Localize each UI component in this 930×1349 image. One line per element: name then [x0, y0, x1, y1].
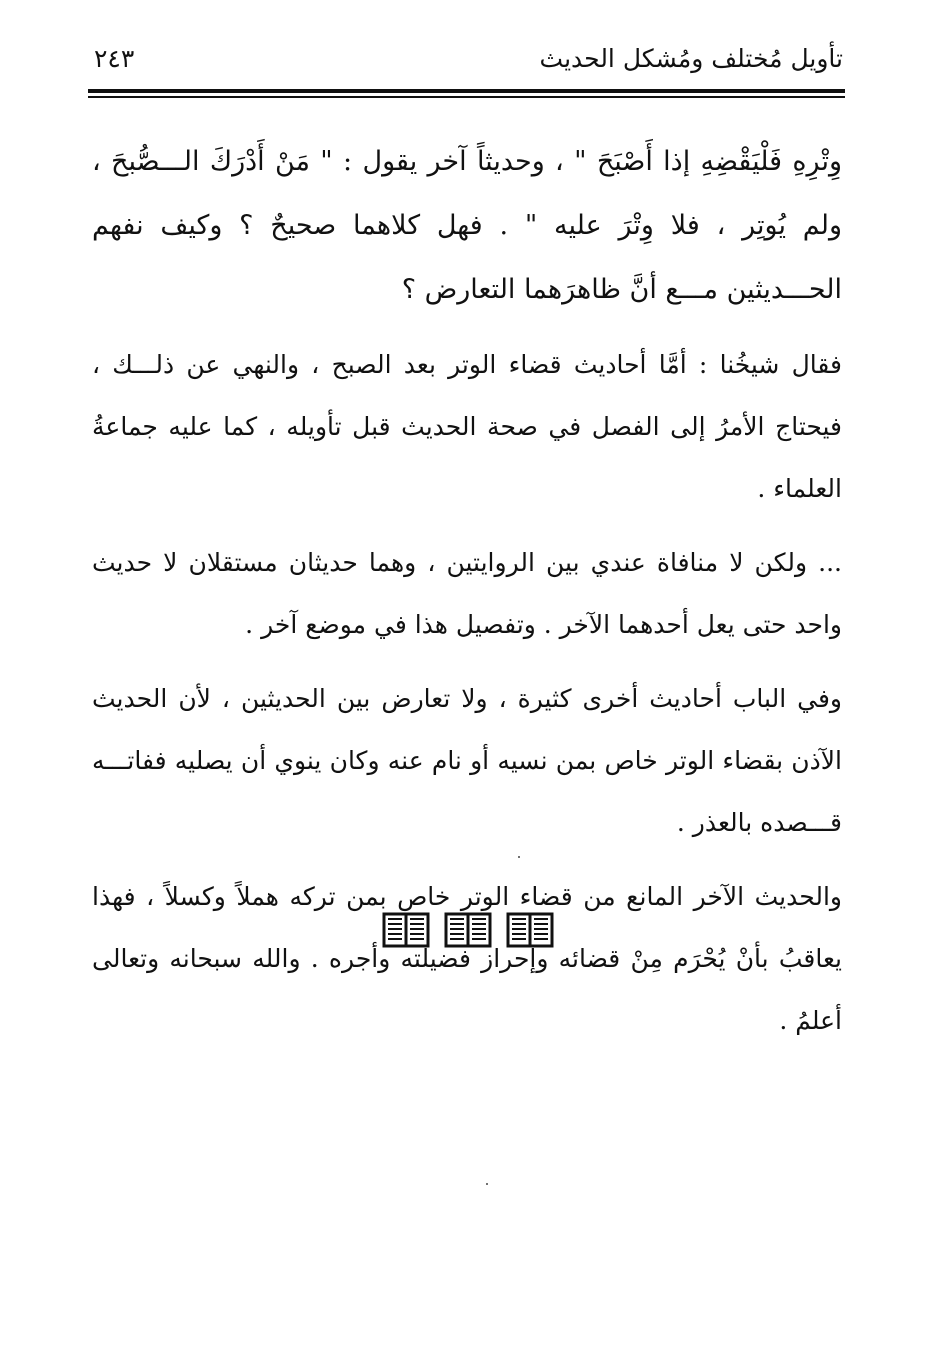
running-title: تأويل مُختلف ومُشكل الحديث: [539, 44, 843, 73]
open-book-icon: [444, 912, 492, 948]
header-rule-thin: [88, 96, 845, 98]
scan-speck: [486, 1183, 488, 1185]
running-header: [88, 40, 843, 84]
open-book-icon: [506, 912, 554, 948]
scan-speck: [518, 856, 520, 858]
page-number: ٢٤٣: [94, 44, 135, 73]
header-rule-thick: [88, 89, 845, 93]
section-end-ornament: [382, 912, 554, 948]
paragraph-question: وِتْرِهِ فَلْيَقْضِهِ إذا أَصْبَحَ " ، وحديثاً آخر يقول : " مَنْ أَدْرَكَ الـــصُّبحَ ، ولم يُوتِر ، فلا وِتْرَ عليه " . فهل كلاهما صحيحٌ ؟ وكيف نفهم الحـــديثين مـــع أنَّ ظاهرَهما التعارض ؟: [92, 146, 842, 305]
paragraph-no-contradiction: ... ولكن لا منافاة عندي بين الروايتين ، وهما حديثان مستقلان لا حديث واحد حتى يعل أحدهما الآخر . وتفصيل هذا في موضع آخر .: [92, 548, 842, 639]
paragraph-prohibitive-hadith: والحديث الآخر المانع من قضاء الوتر خاص بمن تركه هملاً وكسلاً ، فهذا يعاقبُ بأنْ يُحْرَم مِنْ قضائه وإحراز فضيلته وأجره . والله سبحانه وتعالى أعلمُ .: [92, 882, 842, 1035]
paragraph-permissive-hadith: وفي الباب أحاديث أخرى كثيرة ، ولا تعارض بين الحديثين ، لأن الحديث الآذن بقضاء الوتر خاص بمن نسيه أو نام عنه وكان ينوي أن يصليه ففاتـــه قـــصده بالعذر .: [92, 684, 842, 837]
open-book-icon: [382, 912, 430, 948]
paragraph-answer: فقال شيخُنا : أمَّا أحاديث قضاء الوتر بعد الصبح ، والنهي عن ذلـــك ، فيحتاج الأمرُ إلى الفصل في صحة الحديث قبل تأويله ، كما عليه جماعةُ العلماء .: [92, 350, 842, 503]
